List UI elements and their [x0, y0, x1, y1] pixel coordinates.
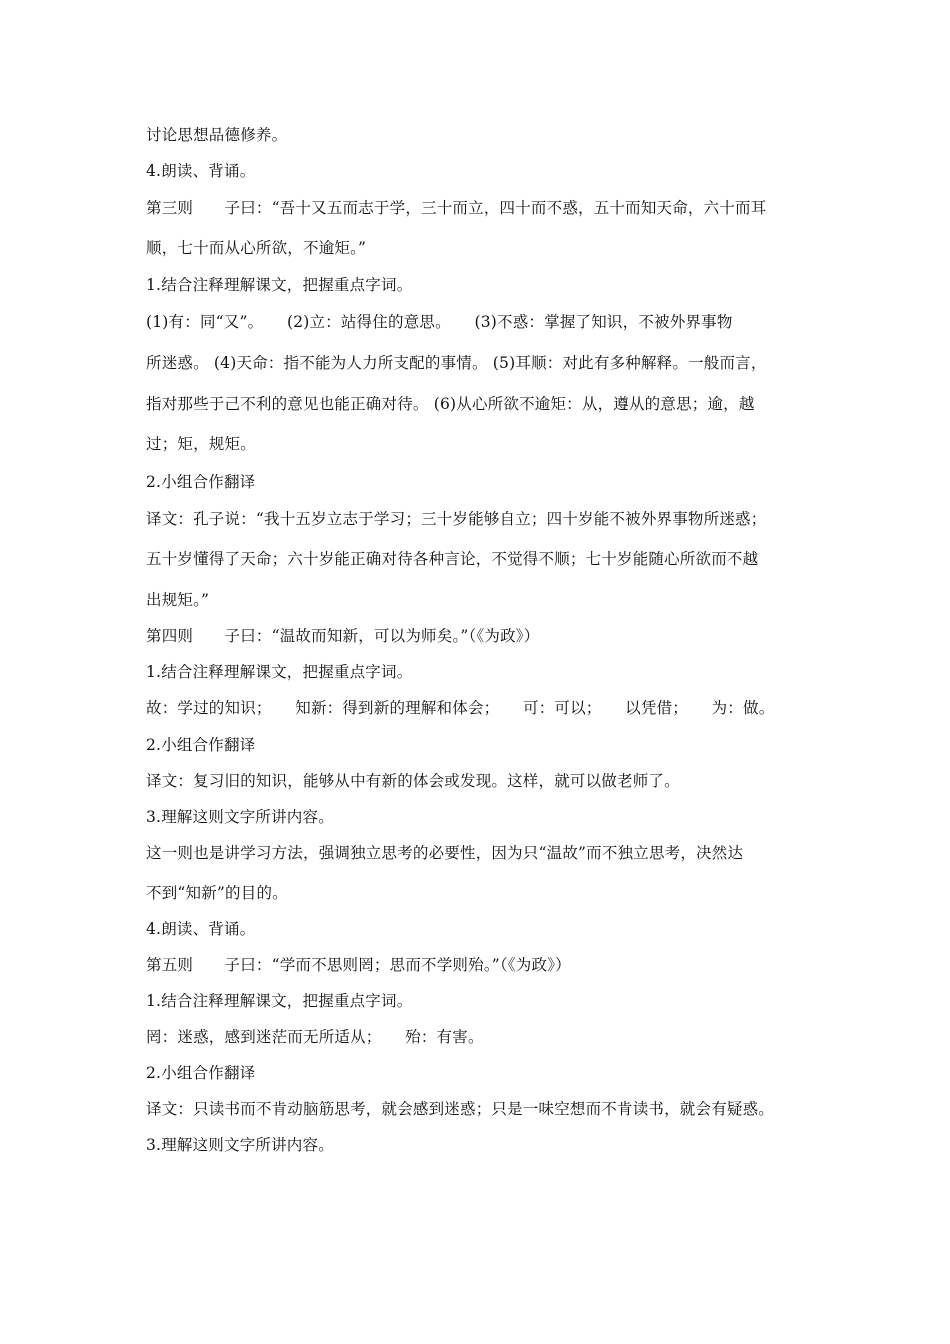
text-line: 4.朗读、背诵。 [146, 920, 256, 938]
text-line: 1.结合注释理解课文，把握重点字词。 [146, 992, 413, 1010]
text-line: 1.结合注释理解课文，把握重点字词。 [146, 276, 413, 294]
text-line: 3.理解这则文字所讲内容。 [146, 1136, 334, 1154]
text-line: 五十岁懂得了天命；六十岁能正确对待各种言论，不觉得不顺；七十岁能随心所欲而不越 [146, 550, 759, 568]
text-line: 2.小组合作翻译 [146, 473, 256, 491]
text-line: 所迷惑。 (4)天命：指不能为人力所支配的事情。 (5)耳顺：对此有多种解释。一般而言， [146, 354, 767, 372]
text-line: 这一则也是讲学习方法，强调独立思考的必要性，因为只“温故”而不独立思考，决然达 [146, 844, 744, 862]
text-line: 第三则 子曰：“吾十又五而志于学，三十而立，四十而不惑，五十而知天命，六十而耳 [146, 199, 767, 217]
text-line: 讨论思想品德修养。 [146, 126, 288, 144]
text-line: 过；矩，规矩。 [146, 435, 256, 453]
text-line: 1.结合注释理解课文，把握重点字词。 [146, 663, 413, 681]
text-line: 故：学过的知识； 知新：得到新的理解和体会； 可：可以； 以凭借； 为：做。 [146, 699, 775, 717]
text-line: 顺，七十而从心所欲，不逾矩。” [146, 239, 367, 257]
text-line: 译文：只读书而不肯动脑筋思考，就会感到迷惑；只是一味空想而不肯读书，就会有疑惑。 [146, 1100, 775, 1118]
text-line: 指对那些于己不利的意见也能正确对待。 (6)从心所欲不逾矩：从，遵从的意思；逾，越 [146, 395, 755, 413]
text-line: 罔：迷惑，感到迷茫而无所适从； 殆：有害。 [146, 1028, 484, 1046]
text-line: 译文：复习旧的知识，能够从中有新的体会或发现。这样，就可以做老师了。 [146, 772, 680, 790]
text-line: 4.朗读、背诵。 [146, 162, 256, 180]
text-line: 2.小组合作翻译 [146, 1064, 256, 1082]
text-line: 不到“知新”的目的。 [146, 884, 288, 902]
text-line: (1)有：同“又”。 (2)立：站得住的意思。 (3)不惑：掌握了知识，不被外界事物 [146, 313, 733, 331]
text-line: 第四则 子曰：“温故而知新，可以为师矣。”（《为政》） [146, 627, 540, 645]
text-line: 出规矩。” [146, 591, 210, 609]
text-line: 3.理解这则文字所讲内容。 [146, 808, 334, 826]
text-line: 译文：孔子说：“我十五岁立志于学习；三十岁能够自立；四十岁能不被外界事物所迷惑； [146, 510, 767, 528]
text-line: 2.小组合作翻译 [146, 736, 256, 754]
text-line: 第五则 子曰：“学而不思则罔；思而不学则殆。”（《为政》） [146, 956, 571, 974]
